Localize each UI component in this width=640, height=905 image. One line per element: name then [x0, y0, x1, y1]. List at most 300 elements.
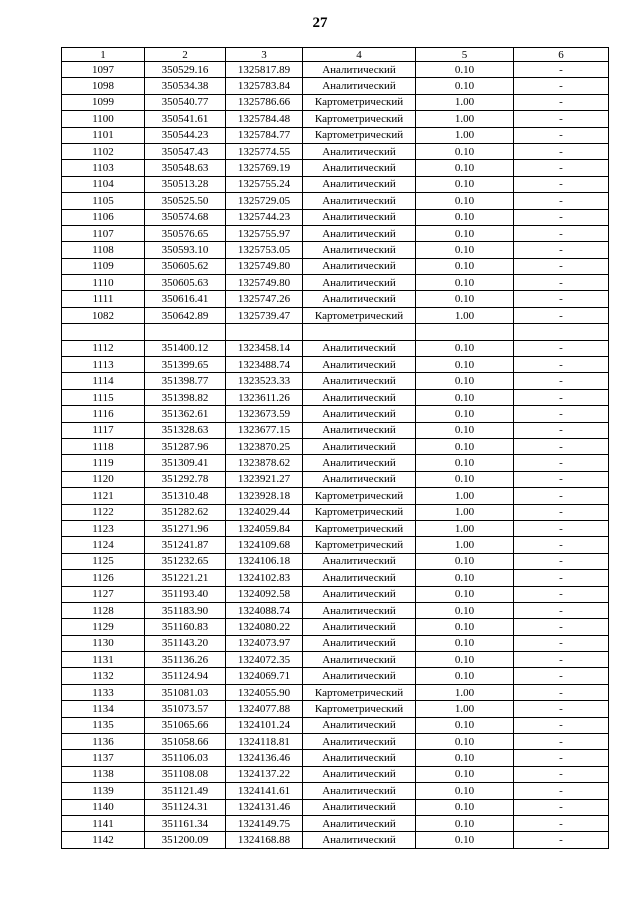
table-cell: Аналитический — [303, 553, 416, 569]
table-cell: - — [514, 111, 609, 127]
table-cell: - — [514, 357, 609, 373]
table-cell: Картометрический — [303, 504, 416, 520]
table-cell: 1.00 — [416, 94, 514, 110]
table-cell: 350547.43 — [145, 143, 226, 159]
table-cell: 1118 — [62, 438, 145, 454]
table-cell: 0.10 — [416, 668, 514, 684]
table-cell: 1127 — [62, 586, 145, 602]
table-cell: 351143.20 — [145, 635, 226, 651]
table-row — [62, 160, 609, 176]
table-cell: - — [514, 193, 609, 209]
table-cell: 1133 — [62, 684, 145, 700]
table-cell: 1.00 — [416, 504, 514, 520]
table-cell: 0.10 — [416, 275, 514, 291]
table-cell: 0.10 — [416, 570, 514, 586]
table-row — [62, 520, 609, 536]
table-cell: Аналитический — [303, 143, 416, 159]
column-header: 3 — [226, 48, 303, 62]
table-cell: 1325747.26 — [226, 291, 303, 307]
table-row — [62, 570, 609, 586]
table-cell: 1325817.89 — [226, 62, 303, 78]
table-cell: 1111 — [62, 291, 145, 307]
table-cell: 1124 — [62, 537, 145, 553]
table-cell: 1324102.83 — [226, 570, 303, 586]
table-row — [62, 635, 609, 651]
table-cell: 0.10 — [416, 619, 514, 635]
table-cell: 1325739.47 — [226, 307, 303, 323]
table-cell: 1324069.71 — [226, 668, 303, 684]
table-cell: 1121 — [62, 488, 145, 504]
table-cell: - — [514, 258, 609, 274]
table-cell: 1323458.14 — [226, 340, 303, 356]
table-cell: 351398.77 — [145, 373, 226, 389]
table-cell: Аналитический — [303, 176, 416, 192]
table-cell: 1325786.66 — [226, 94, 303, 110]
table-cell: 0.10 — [416, 143, 514, 159]
table-row — [62, 78, 609, 94]
table-cell: - — [514, 307, 609, 323]
table-row — [62, 291, 609, 307]
table-cell: 351287.96 — [145, 438, 226, 454]
table-cell — [303, 324, 416, 340]
table-cell: 351399.65 — [145, 357, 226, 373]
table-cell: 350574.68 — [145, 209, 226, 225]
table-cell: 350541.61 — [145, 111, 226, 127]
table-cell: 1325744.23 — [226, 209, 303, 225]
table-cell: Аналитический — [303, 734, 416, 750]
table-cell: 0.10 — [416, 225, 514, 241]
table-cell: 0.10 — [416, 602, 514, 618]
coordinates-table — [61, 47, 609, 849]
table-row — [62, 750, 609, 766]
table-cell: Аналитический — [303, 471, 416, 487]
table-cell: 1324101.24 — [226, 717, 303, 733]
table-cell: Аналитический — [303, 619, 416, 635]
table-row — [62, 357, 609, 373]
table-cell: 1117 — [62, 422, 145, 438]
table-cell: - — [514, 668, 609, 684]
table-row — [62, 389, 609, 405]
table-cell: 1113 — [62, 357, 145, 373]
table-cell: 0.10 — [416, 750, 514, 766]
table-cell: - — [514, 766, 609, 782]
table-cell: Аналитический — [303, 291, 416, 307]
table-cell: - — [514, 504, 609, 520]
table-cell: 1.00 — [416, 684, 514, 700]
table-cell: 1132 — [62, 668, 145, 684]
table-cell: 1325755.97 — [226, 225, 303, 241]
table-cell: - — [514, 94, 609, 110]
table-cell: 350576.65 — [145, 225, 226, 241]
table-cell: 0.10 — [416, 193, 514, 209]
table-cell: - — [514, 717, 609, 733]
table-row — [62, 225, 609, 241]
table-row — [62, 488, 609, 504]
table-cell: 1116 — [62, 406, 145, 422]
table-cell: - — [514, 160, 609, 176]
table-cell: 1082 — [62, 307, 145, 323]
table-cell: 351073.57 — [145, 701, 226, 717]
table-cell: 1104 — [62, 176, 145, 192]
table-cell: 1.00 — [416, 537, 514, 553]
table-cell: 1101 — [62, 127, 145, 143]
table-cell: 1138 — [62, 766, 145, 782]
table-cell: 350544.23 — [145, 127, 226, 143]
table-cell: - — [514, 570, 609, 586]
column-header: 2 — [145, 48, 226, 62]
table-cell: 0.10 — [416, 635, 514, 651]
table-cell: 351400.12 — [145, 340, 226, 356]
table-row — [62, 471, 609, 487]
table-cell: Картометрический — [303, 488, 416, 504]
table-cell: 351081.03 — [145, 684, 226, 700]
table-row — [62, 176, 609, 192]
table-row — [62, 619, 609, 635]
table-cell: - — [514, 701, 609, 717]
table-cell: - — [514, 553, 609, 569]
table-cell: 1324059.84 — [226, 520, 303, 536]
table-cell: 351065.66 — [145, 717, 226, 733]
table-cell: 1106 — [62, 209, 145, 225]
table-cell: 1325753.05 — [226, 242, 303, 258]
table-row — [62, 815, 609, 831]
table-cell: 1325774.55 — [226, 143, 303, 159]
table-cell: 1112 — [62, 340, 145, 356]
table-cell: 1324118.81 — [226, 734, 303, 750]
table-cell: Аналитический — [303, 275, 416, 291]
table-cell: 1105 — [62, 193, 145, 209]
table-cell: Картометрический — [303, 684, 416, 700]
table-cell: 1324131.46 — [226, 799, 303, 815]
table-cell: Картометрический — [303, 94, 416, 110]
table-cell: Аналитический — [303, 406, 416, 422]
table-cell: 0.10 — [416, 652, 514, 668]
table-cell: 1324141.61 — [226, 783, 303, 799]
table-cell: 351241.87 — [145, 537, 226, 553]
table-cell: - — [514, 225, 609, 241]
table-row — [62, 586, 609, 602]
table-cell: - — [514, 242, 609, 258]
table-cell: 1107 — [62, 225, 145, 241]
table-row — [62, 143, 609, 159]
table-cell: 351160.83 — [145, 619, 226, 635]
table-cell: - — [514, 471, 609, 487]
column-header: 1 — [62, 48, 145, 62]
table-cell: Аналитический — [303, 193, 416, 209]
table-cell: 351362.61 — [145, 406, 226, 422]
table-cell: 351292.78 — [145, 471, 226, 487]
table-cell: 350605.63 — [145, 275, 226, 291]
table-cell: 1108 — [62, 242, 145, 258]
table-cell — [416, 324, 514, 340]
table-cell: 0.10 — [416, 438, 514, 454]
table-cell: 1115 — [62, 389, 145, 405]
table-row — [62, 652, 609, 668]
table-cell: - — [514, 438, 609, 454]
table-cell: 1324137.22 — [226, 766, 303, 782]
table-cell: Аналитический — [303, 832, 416, 848]
table-cell: Аналитический — [303, 258, 416, 274]
table-row — [62, 258, 609, 274]
table-cell: Аналитический — [303, 815, 416, 831]
table-cell: 1131 — [62, 652, 145, 668]
table-cell: 1.00 — [416, 488, 514, 504]
table-cell: 1323928.18 — [226, 488, 303, 504]
table-cell: - — [514, 209, 609, 225]
table-cell: 351121.49 — [145, 783, 226, 799]
table-cell: 1323878.62 — [226, 455, 303, 471]
table-cell: 1125 — [62, 553, 145, 569]
table-row — [62, 504, 609, 520]
table-cell: 1324072.35 — [226, 652, 303, 668]
table-cell: - — [514, 799, 609, 815]
table-cell: Аналитический — [303, 389, 416, 405]
table-cell: 1325783.84 — [226, 78, 303, 94]
table-cell: Аналитический — [303, 586, 416, 602]
table-cell: Аналитический — [303, 652, 416, 668]
table-cell: 351310.48 — [145, 488, 226, 504]
table-cell: Картометрический — [303, 520, 416, 536]
table-cell: - — [514, 340, 609, 356]
table-cell: - — [514, 127, 609, 143]
table-cell: 1323677.15 — [226, 422, 303, 438]
table-cell: Аналитический — [303, 750, 416, 766]
table-cell: 1136 — [62, 734, 145, 750]
table-cell: - — [514, 78, 609, 94]
table-cell: 0.10 — [416, 176, 514, 192]
table-cell: 1140 — [62, 799, 145, 815]
column-header: 6 — [514, 48, 609, 62]
table-cell: Картометрический — [303, 127, 416, 143]
table-cell: - — [514, 750, 609, 766]
table-cell: - — [514, 143, 609, 159]
table-cell: 350548.63 — [145, 160, 226, 176]
table-row — [62, 340, 609, 356]
table-row — [62, 832, 609, 848]
table-cell: 350525.50 — [145, 193, 226, 209]
table-cell: Аналитический — [303, 668, 416, 684]
table-cell: 1119 — [62, 455, 145, 471]
table-cell: Картометрический — [303, 701, 416, 717]
table-cell: - — [514, 373, 609, 389]
table-cell: 0.10 — [416, 832, 514, 848]
table-cell: 351200.09 — [145, 832, 226, 848]
table-cell: 1099 — [62, 94, 145, 110]
table-cell: Аналитический — [303, 783, 416, 799]
table-cell: 0.10 — [416, 471, 514, 487]
table-cell: Аналитический — [303, 799, 416, 815]
table-row — [62, 94, 609, 110]
table-cell: 0.10 — [416, 799, 514, 815]
table-row — [62, 62, 609, 78]
table-cell: - — [514, 520, 609, 536]
table-cell: Аналитический — [303, 717, 416, 733]
table-cell: 1324055.90 — [226, 684, 303, 700]
table-cell: 1102 — [62, 143, 145, 159]
table-row — [62, 783, 609, 799]
table-cell: - — [514, 619, 609, 635]
table-cell: Аналитический — [303, 209, 416, 225]
table-cell: Аналитический — [303, 455, 416, 471]
table-cell: 0.10 — [416, 406, 514, 422]
table-body — [62, 48, 609, 849]
table-cell: 1324109.68 — [226, 537, 303, 553]
table-cell: 1324106.18 — [226, 553, 303, 569]
table-header-row — [62, 48, 609, 62]
table-cell: 0.10 — [416, 815, 514, 831]
table-cell: 1323523.33 — [226, 373, 303, 389]
table-cell: 1137 — [62, 750, 145, 766]
table-cell: 1.00 — [416, 127, 514, 143]
table-cell: 351058.66 — [145, 734, 226, 750]
table-row — [62, 438, 609, 454]
table-cell: 1324168.88 — [226, 832, 303, 848]
table-cell: 1.00 — [416, 111, 514, 127]
table-cell: - — [514, 176, 609, 192]
table-cell: 1.00 — [416, 307, 514, 323]
table-cell: 0.10 — [416, 734, 514, 750]
table-cell: - — [514, 488, 609, 504]
table-cell: 0.10 — [416, 783, 514, 799]
table-cell: - — [514, 62, 609, 78]
table-cell: 1.00 — [416, 520, 514, 536]
table-cell: - — [514, 389, 609, 405]
table-cell: - — [514, 734, 609, 750]
table-row — [62, 209, 609, 225]
table-cell: 0.10 — [416, 553, 514, 569]
table-cell: 1110 — [62, 275, 145, 291]
table-row — [62, 455, 609, 471]
table-row — [62, 766, 609, 782]
table-cell: 351193.40 — [145, 586, 226, 602]
table-cell: 1103 — [62, 160, 145, 176]
table-cell: 350540.77 — [145, 94, 226, 110]
table-cell: 1324092.58 — [226, 586, 303, 602]
table-cell: 1139 — [62, 783, 145, 799]
table-cell: Картометрический — [303, 307, 416, 323]
table-cell: 351106.03 — [145, 750, 226, 766]
table-cell: 1130 — [62, 635, 145, 651]
table-cell: 1323921.27 — [226, 471, 303, 487]
table-cell: 1325749.80 — [226, 258, 303, 274]
table-cell: Аналитический — [303, 160, 416, 176]
table-row — [62, 602, 609, 618]
table-cell: 351183.90 — [145, 602, 226, 618]
table-cell: 1.00 — [416, 701, 514, 717]
table-cell: 0.10 — [416, 357, 514, 373]
table-cell: 351282.62 — [145, 504, 226, 520]
table-cell: 351398.82 — [145, 389, 226, 405]
table-cell: 351161.34 — [145, 815, 226, 831]
table-cell: Аналитический — [303, 635, 416, 651]
page-number: 27 — [312, 15, 328, 31]
table-row — [62, 373, 609, 389]
table-cell: 1109 — [62, 258, 145, 274]
table-row — [62, 127, 609, 143]
table-cell: 1142 — [62, 832, 145, 848]
table-cell: 1325729.05 — [226, 193, 303, 209]
table-cell: 0.10 — [416, 291, 514, 307]
table-row — [62, 307, 609, 323]
table-row — [62, 701, 609, 717]
table-cell: - — [514, 652, 609, 668]
table-cell: 1325749.80 — [226, 275, 303, 291]
table-cell: 1134 — [62, 701, 145, 717]
table-cell: 1324080.22 — [226, 619, 303, 635]
table-cell: - — [514, 684, 609, 700]
table-cell: 1325784.77 — [226, 127, 303, 143]
table-row — [62, 668, 609, 684]
table-cell: 351124.31 — [145, 799, 226, 815]
table-cell: Картометрический — [303, 111, 416, 127]
table-cell: 350534.38 — [145, 78, 226, 94]
table-cell: - — [514, 275, 609, 291]
table-cell: - — [514, 455, 609, 471]
table-cell: Аналитический — [303, 78, 416, 94]
table-cell: 1325784.48 — [226, 111, 303, 127]
table-cell: 350616.41 — [145, 291, 226, 307]
table-cell: Аналитический — [303, 340, 416, 356]
table-cell: 1120 — [62, 471, 145, 487]
table-cell: 1324136.46 — [226, 750, 303, 766]
table-cell: Аналитический — [303, 242, 416, 258]
table-cell: Аналитический — [303, 225, 416, 241]
table-cell: 1325755.24 — [226, 176, 303, 192]
table-cell: 1114 — [62, 373, 145, 389]
table-cell: 0.10 — [416, 455, 514, 471]
table-cell: Аналитический — [303, 766, 416, 782]
table-cell: Аналитический — [303, 422, 416, 438]
table-row — [62, 275, 609, 291]
table-cell: Аналитический — [303, 373, 416, 389]
table-cell: 1123 — [62, 520, 145, 536]
table-cell: 1323488.74 — [226, 357, 303, 373]
table-cell: - — [514, 815, 609, 831]
table-cell: 350605.62 — [145, 258, 226, 274]
table-cell: Аналитический — [303, 438, 416, 454]
table-cell: - — [514, 635, 609, 651]
table-cell — [62, 324, 145, 340]
table-cell: 0.10 — [416, 340, 514, 356]
table-cell: 0.10 — [416, 62, 514, 78]
table-cell: 351309.41 — [145, 455, 226, 471]
table-cell: - — [514, 291, 609, 307]
table-row — [62, 717, 609, 733]
table-cell: 1323611.26 — [226, 389, 303, 405]
table-cell: Картометрический — [303, 537, 416, 553]
column-header: 4 — [303, 48, 416, 62]
table-cell: 0.10 — [416, 160, 514, 176]
table-cell: 1324073.97 — [226, 635, 303, 651]
table-cell: - — [514, 406, 609, 422]
table-row — [62, 553, 609, 569]
table-row — [62, 537, 609, 553]
table-cell: 1324077.88 — [226, 701, 303, 717]
table-cell: - — [514, 783, 609, 799]
table-cell: - — [514, 422, 609, 438]
table-cell: - — [514, 832, 609, 848]
table-cell: 350642.89 — [145, 307, 226, 323]
table-cell: 1141 — [62, 815, 145, 831]
table-cell: - — [514, 602, 609, 618]
table-cell: 350513.28 — [145, 176, 226, 192]
table-cell: 350529.16 — [145, 62, 226, 78]
table-cell: 1324029.44 — [226, 504, 303, 520]
table-row — [62, 406, 609, 422]
table-cell: 1128 — [62, 602, 145, 618]
table-cell: 1324088.74 — [226, 602, 303, 618]
table-row — [62, 193, 609, 209]
